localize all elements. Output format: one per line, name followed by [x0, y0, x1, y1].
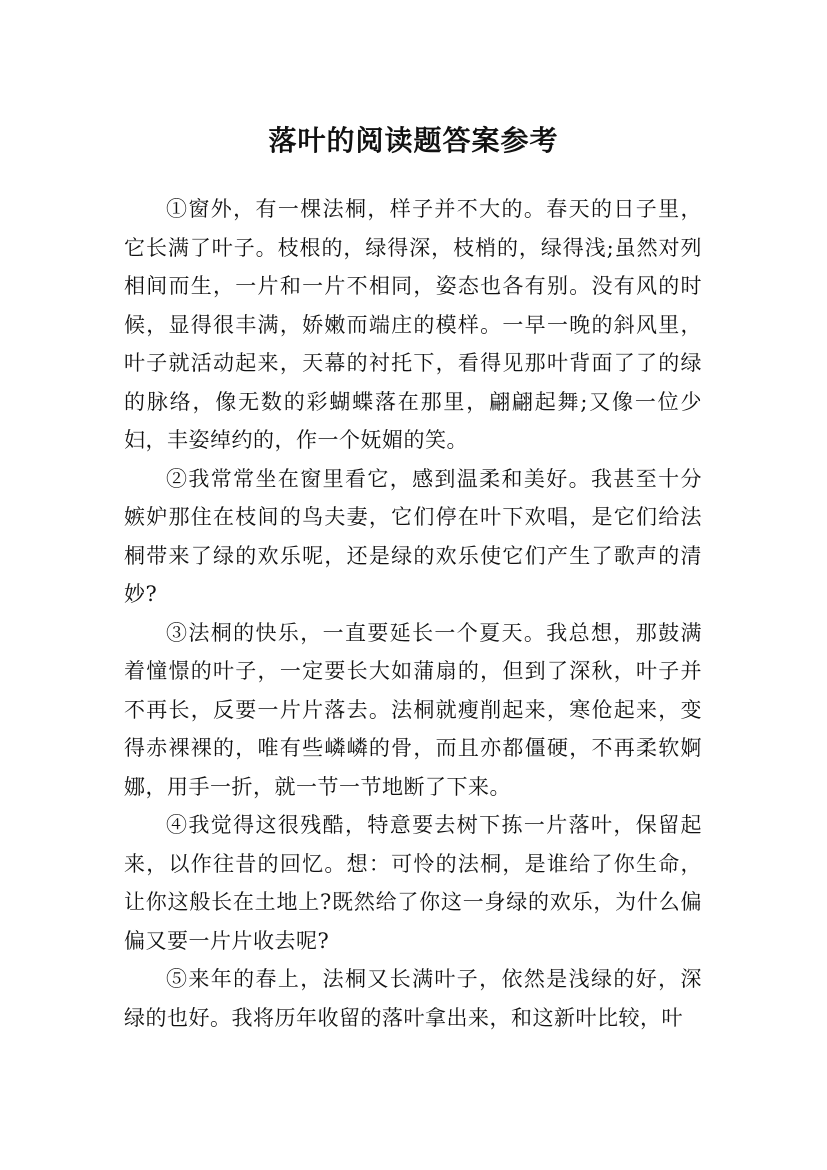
paragraph-4: ④我觉得这很残酷，特意要去树下拣一片落叶，保留起来，以作往昔的回忆。想：可怜的法桐，是谁给了你生命，让你这般长在土地上?既然给了你这一身绿的欢乐，为什么偏偏又要一片片收去呢?	[124, 813, 702, 953]
paragraph-2: ②我常常坐在窗里看它，感到温柔和美好。我甚至十分嫉妒那住在枝间的鸟夫妻，它们停在叶下欢唱，是它们给法桐带来了绿的欢乐呢，还是绿的欢乐使它们产生了歌声的清妙?	[124, 466, 702, 606]
paragraph-5: ⑤来年的春上，法桐又长满叶子，依然是浅绿的好，深绿的也好。我将历年收留的落叶拿出来，和这新叶比较，叶	[124, 967, 702, 1030]
paragraph-1: ①窗外，有一棵法桐，样子并不大的。春天的日子里，它长满了叶子。枝根的，绿得深，枝梢的，绿得浅;虽然对列相间而生，一片和一片不相同，姿态也各有别。没有风的时候，显得很丰满，娇嫩而端庄的模样。一早一晚的斜风里，叶子就活动起来，天幕的衬托下，看得见那叶背面了了的绿的脉络，像无数的彩蝴蝶落在那里，翩翩起舞;又像一位少妇，丰姿绰约的，作一个妩媚的笑。	[124, 197, 702, 452]
paragraph-3: ③法桐的快乐，一直要延长一个夏天。我总想，那鼓满着憧憬的叶子，一定要长大如蒲扇的，但到了深秋，叶子并不再长，反要一片片落去。法桐就瘦削起来，寒伧起来，变得赤裸裸的，唯有些嶙嶙的骨，而且亦都僵硬，不再柔软婀娜，用手一折，就一节一节地断了下来。	[124, 620, 702, 799]
page-title: 落叶的阅读题答案参考	[268, 123, 559, 157]
article-body	[124, 190, 702, 1037]
